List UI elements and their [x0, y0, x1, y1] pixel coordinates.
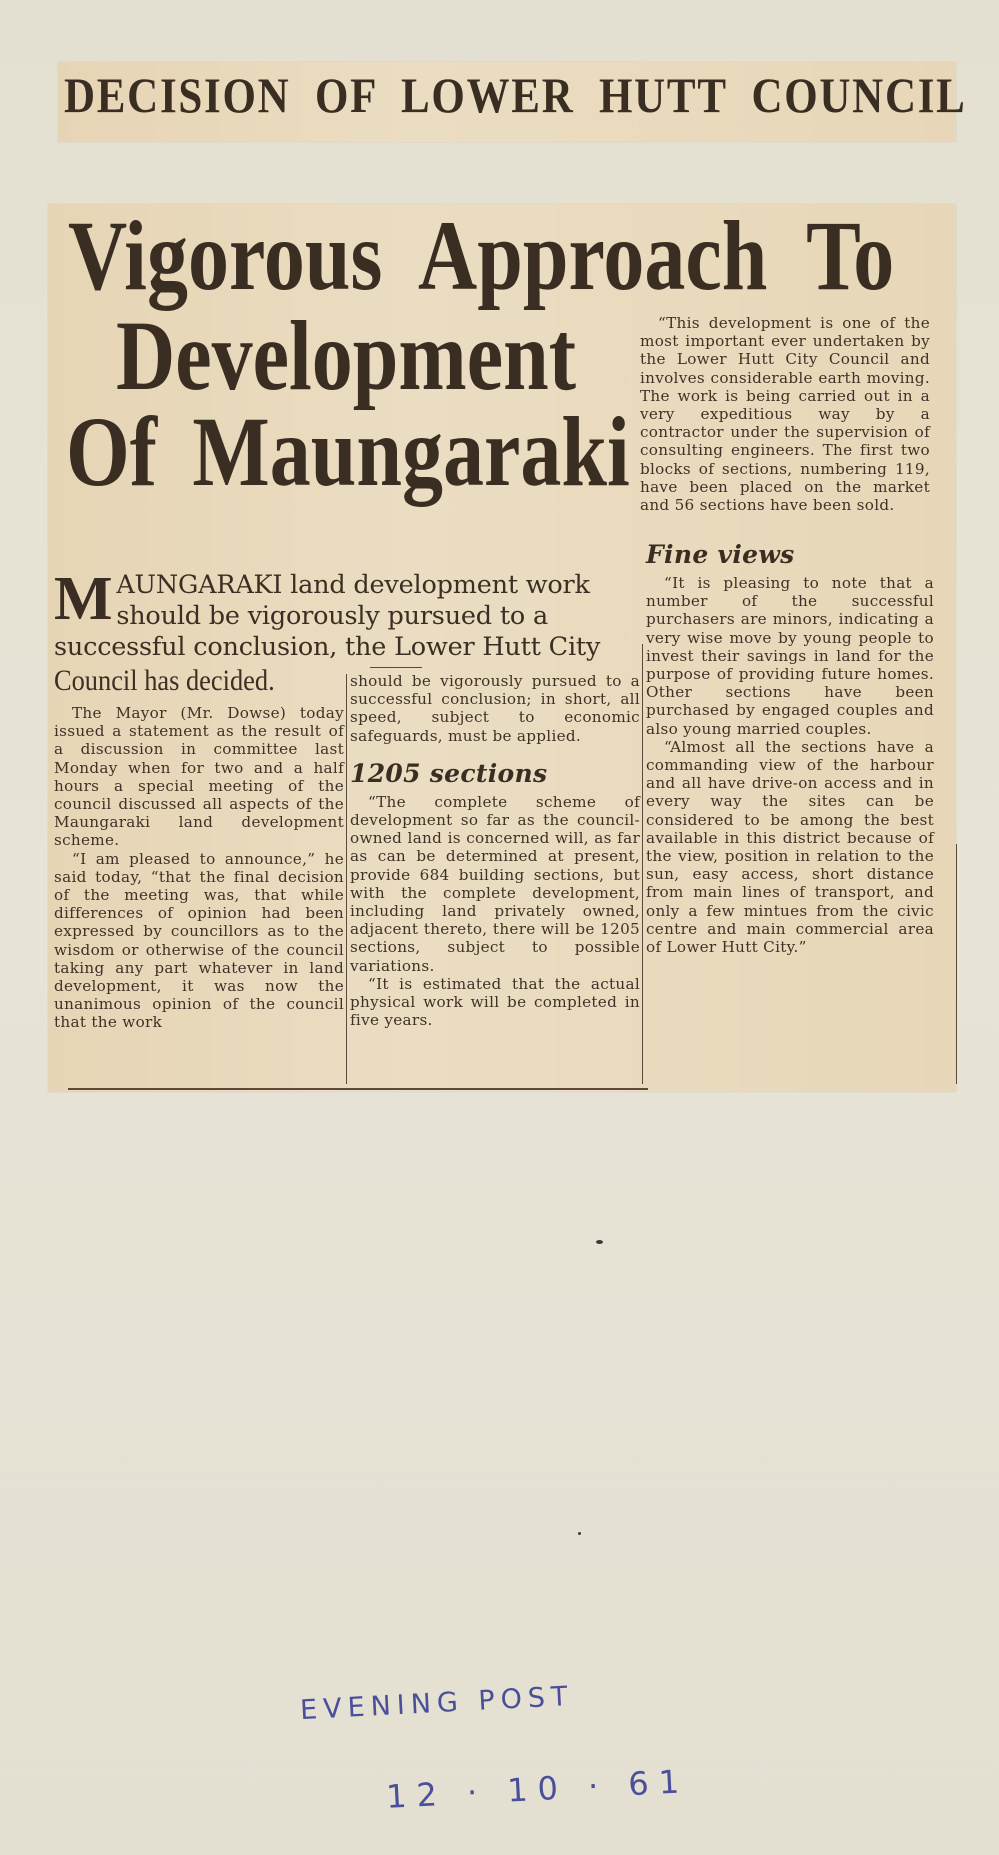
column-1-paragraph: The Mayor (Mr. Dowse) today issued a statement as the result of a discussion in committee last Monday when for two and a half hours a special meeting of the council discussed all aspects of the Maungaraki land development scheme.: [54, 704, 344, 850]
lede-text: AUNGARAKI land development work should be vigorously pursued to a successful conclusion, the Lower Hutt City: [54, 570, 601, 662]
subhead-1205-sections: 1205 sections: [350, 758, 548, 788]
kicker-clipping: [58, 62, 967, 142]
column-divider-short: [370, 667, 422, 668]
lede-last-line: Council has decided.: [54, 664, 275, 697]
paper-speck: [596, 1240, 603, 1244]
headline-line-3: Of Maungaraki: [66, 396, 630, 507]
paper-speck: [578, 1532, 581, 1535]
column-rule-2: [642, 644, 643, 1084]
column-3-paragraph: “It is pleasing to note that a number of the successful purchasers are minors, indicating a very wise move by young people to invest their savings in land for the purpose of providing future homes. Other sections have been purchased by engaged couples and also young married couples.: [646, 574, 934, 738]
column-1-paragraph: “I am pleased to announce,” he said today, “that the final decision of the meeting was, that while differences of opinion had been expressed by councillors as to the wisdom or otherwise of the council taking any part whatever in land development, it was now the unanimous opinion of the council that the work: [54, 849, 344, 1032]
handwritten-source: EVENING POST: [299, 1680, 575, 1727]
column-rule-1: [346, 674, 347, 1084]
column-1: [54, 704, 344, 1032]
column-3-paragraph: “Almost all the sections have a commanding view of the harbour and all have drive-on access and in every way the sites can be considered to be among the best available in this district because of the view, position in relation to the sun, easy access, short distance from main lines of transport, and only a few mintues from the civic centre and main commercial area of Lower Hutt City.”: [646, 737, 934, 957]
article-clipping: [48, 200, 956, 1092]
column-2: [350, 672, 640, 1029]
top-right-paragraph: “This development is one of the most important ever undertaken by the Lower Hutt City Council and involves considerable earth moving. The work is being carried out in a very expeditious way by a contractor under the supervision of consulting engineers. The first two blocks of sections, numbering 119, have been placed on the market and 56 sections have been sold.: [640, 314, 930, 515]
column-2-paragraph: “The complete scheme of development so far as the council-owned land is concerned will, as far as can be determined at present, provide 684 building sections, but with the complete development, including land privately owned, adjacent thereto, there will be 1205 sections, subject to possible variations.: [350, 792, 640, 975]
column-2-paragraph: “It is estimated that the actual physical work will be completed in five years.: [350, 974, 640, 1030]
drop-cap: M: [54, 565, 113, 633]
kicker-headline: DECISION OF LOWER HUTT COUNCIL: [64, 67, 967, 123]
right-edge-rule: [956, 844, 957, 1084]
lede-paragraph: [54, 565, 644, 663]
top-right-column: [640, 314, 930, 514]
column-2-continuation: should be vigorously pursued to a successful conclusion; in short, all speed, subject to economic safeguards, must be applied.: [350, 672, 640, 745]
column-3: [646, 540, 934, 956]
subhead-fine-views: Fine views: [646, 540, 795, 569]
bottom-rule: [68, 1088, 648, 1090]
handwritten-date: 12 · 10 · 61: [385, 1762, 690, 1816]
headline-line-1: Vigorous Approach To: [68, 200, 895, 311]
headline-line-2: Development: [116, 300, 577, 411]
